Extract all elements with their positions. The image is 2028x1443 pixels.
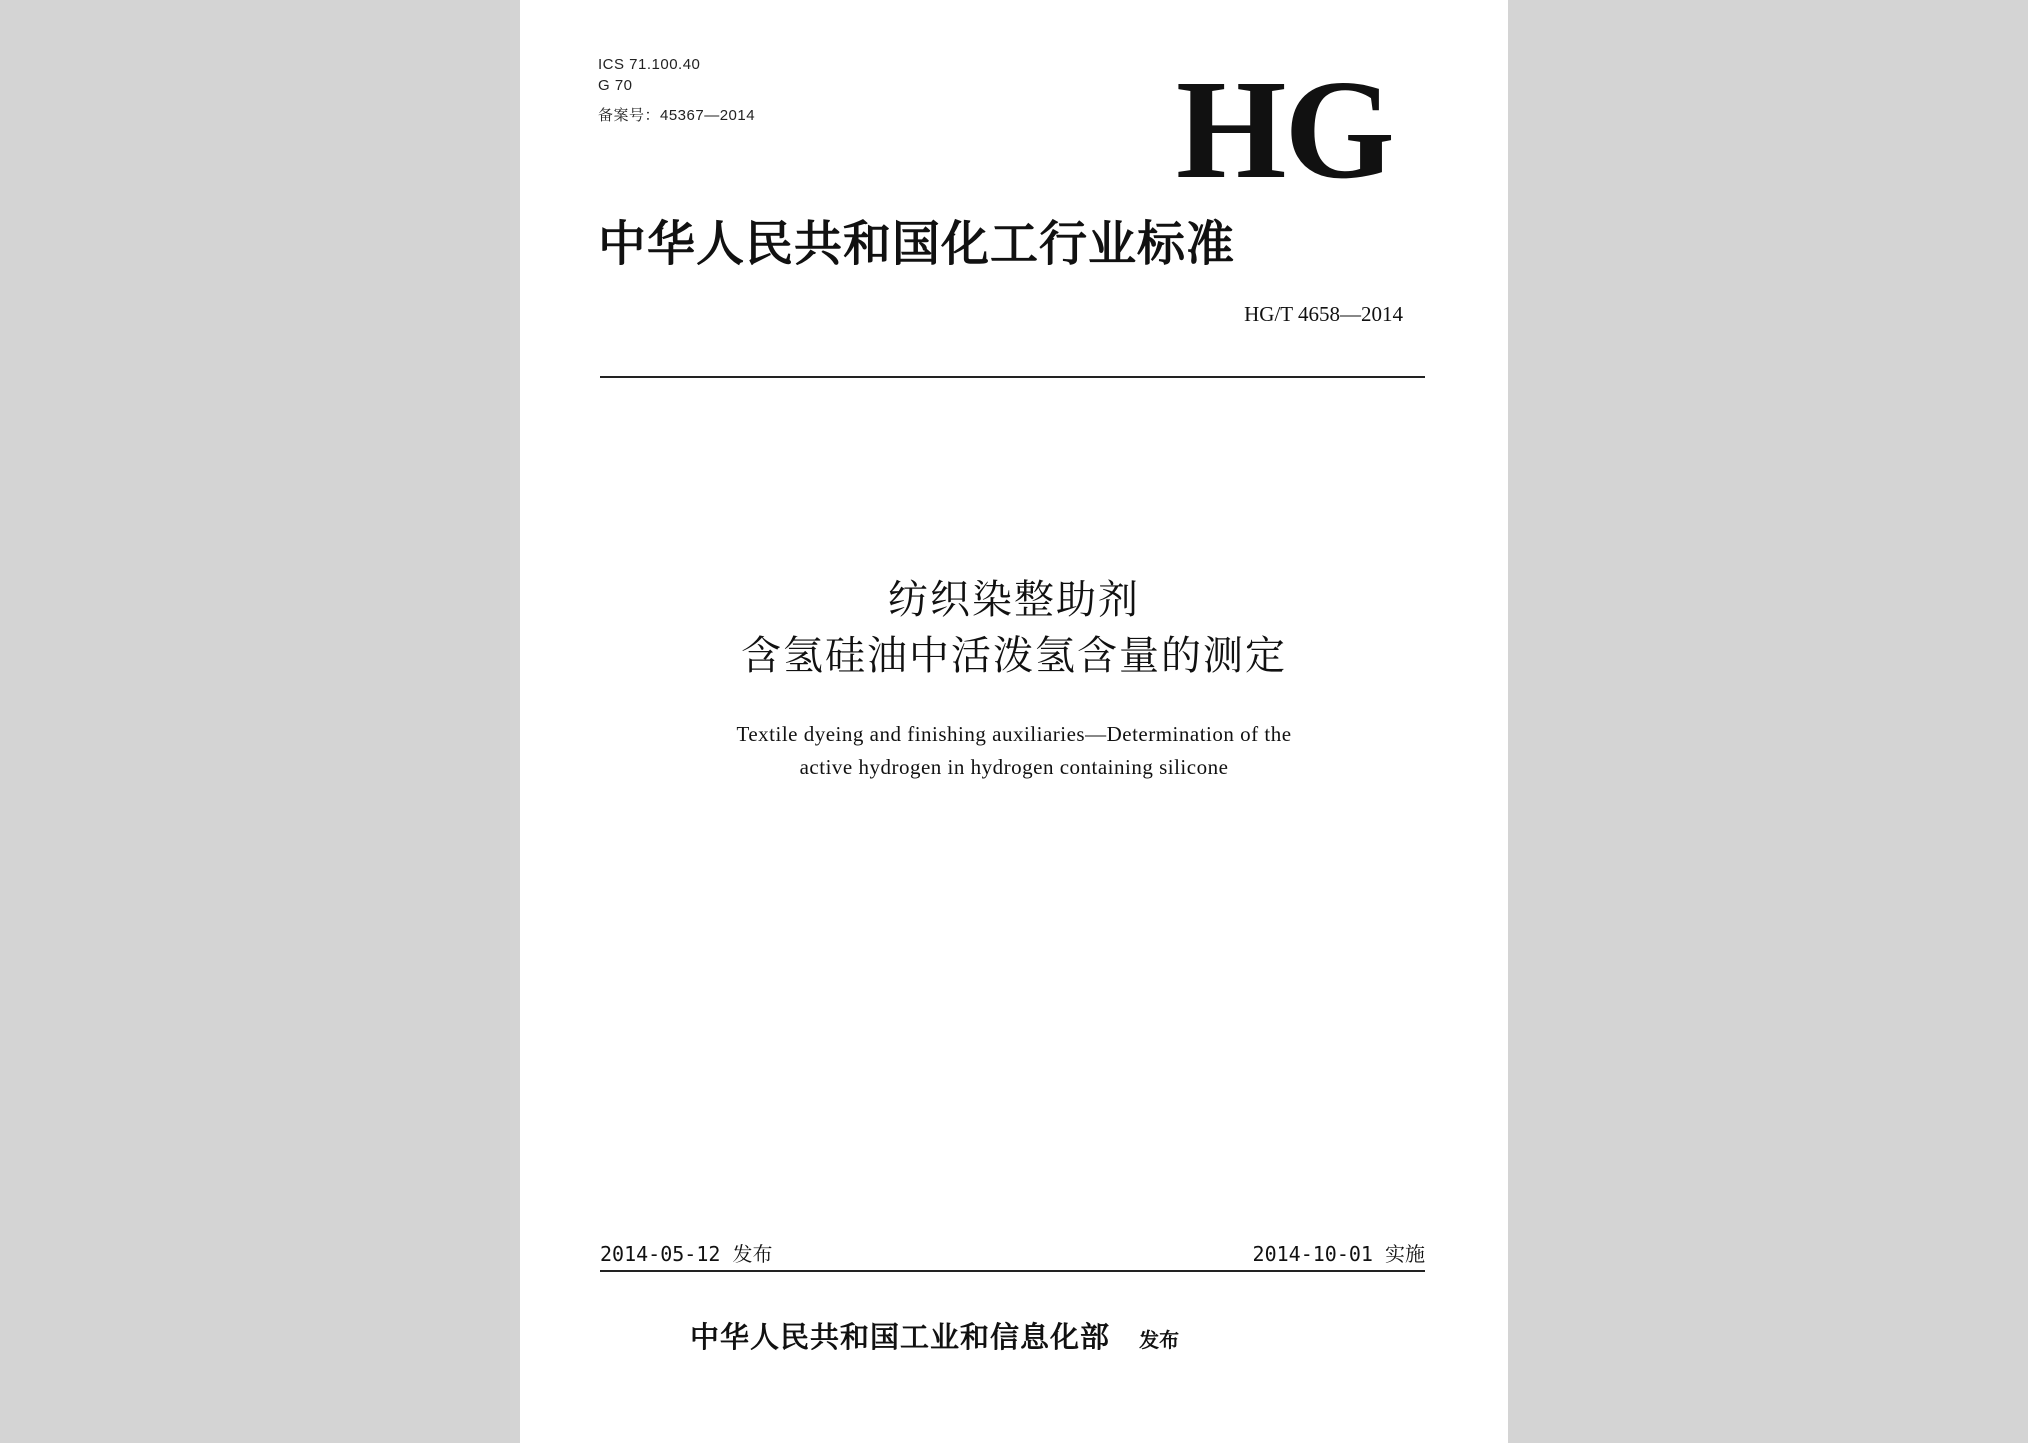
chinese-title-line-2: 含氢硅油中活泼氢含量的测定	[741, 633, 1287, 679]
standard-number: HG/T 4658—2014	[1244, 302, 1403, 326]
record-number: 备案号：45367—2014	[598, 107, 756, 124]
bottom-divider	[600, 1270, 1425, 1272]
publisher-organization: 中华人民共和国工业和信息化部	[690, 1320, 1111, 1354]
standard-category-title: 中华人民共和国化工行业标准	[598, 216, 1236, 272]
chinese-title-line-1: 纺织染整助剂	[888, 577, 1140, 623]
issue-date: 2014-05-12 发布	[600, 1242, 773, 1266]
english-title-line-1: Textile dyeing and finishing auxiliaries—Determination of the	[736, 722, 1292, 746]
standard-cover-page	[520, 0, 1508, 1443]
publisher-line	[690, 1315, 1179, 1356]
publisher-action: 发布	[1139, 1328, 1180, 1352]
top-divider	[600, 376, 1425, 378]
english-title-line-2: active hydrogen in hydrogen containing silicone	[799, 755, 1229, 779]
hg-logo: HG	[1176, 50, 1393, 208]
classification-code: G 70	[598, 77, 633, 94]
ics-code: ICS 71.100.40	[598, 56, 701, 73]
implementation-date: 2014-10-01 实施	[1252, 1242, 1425, 1266]
